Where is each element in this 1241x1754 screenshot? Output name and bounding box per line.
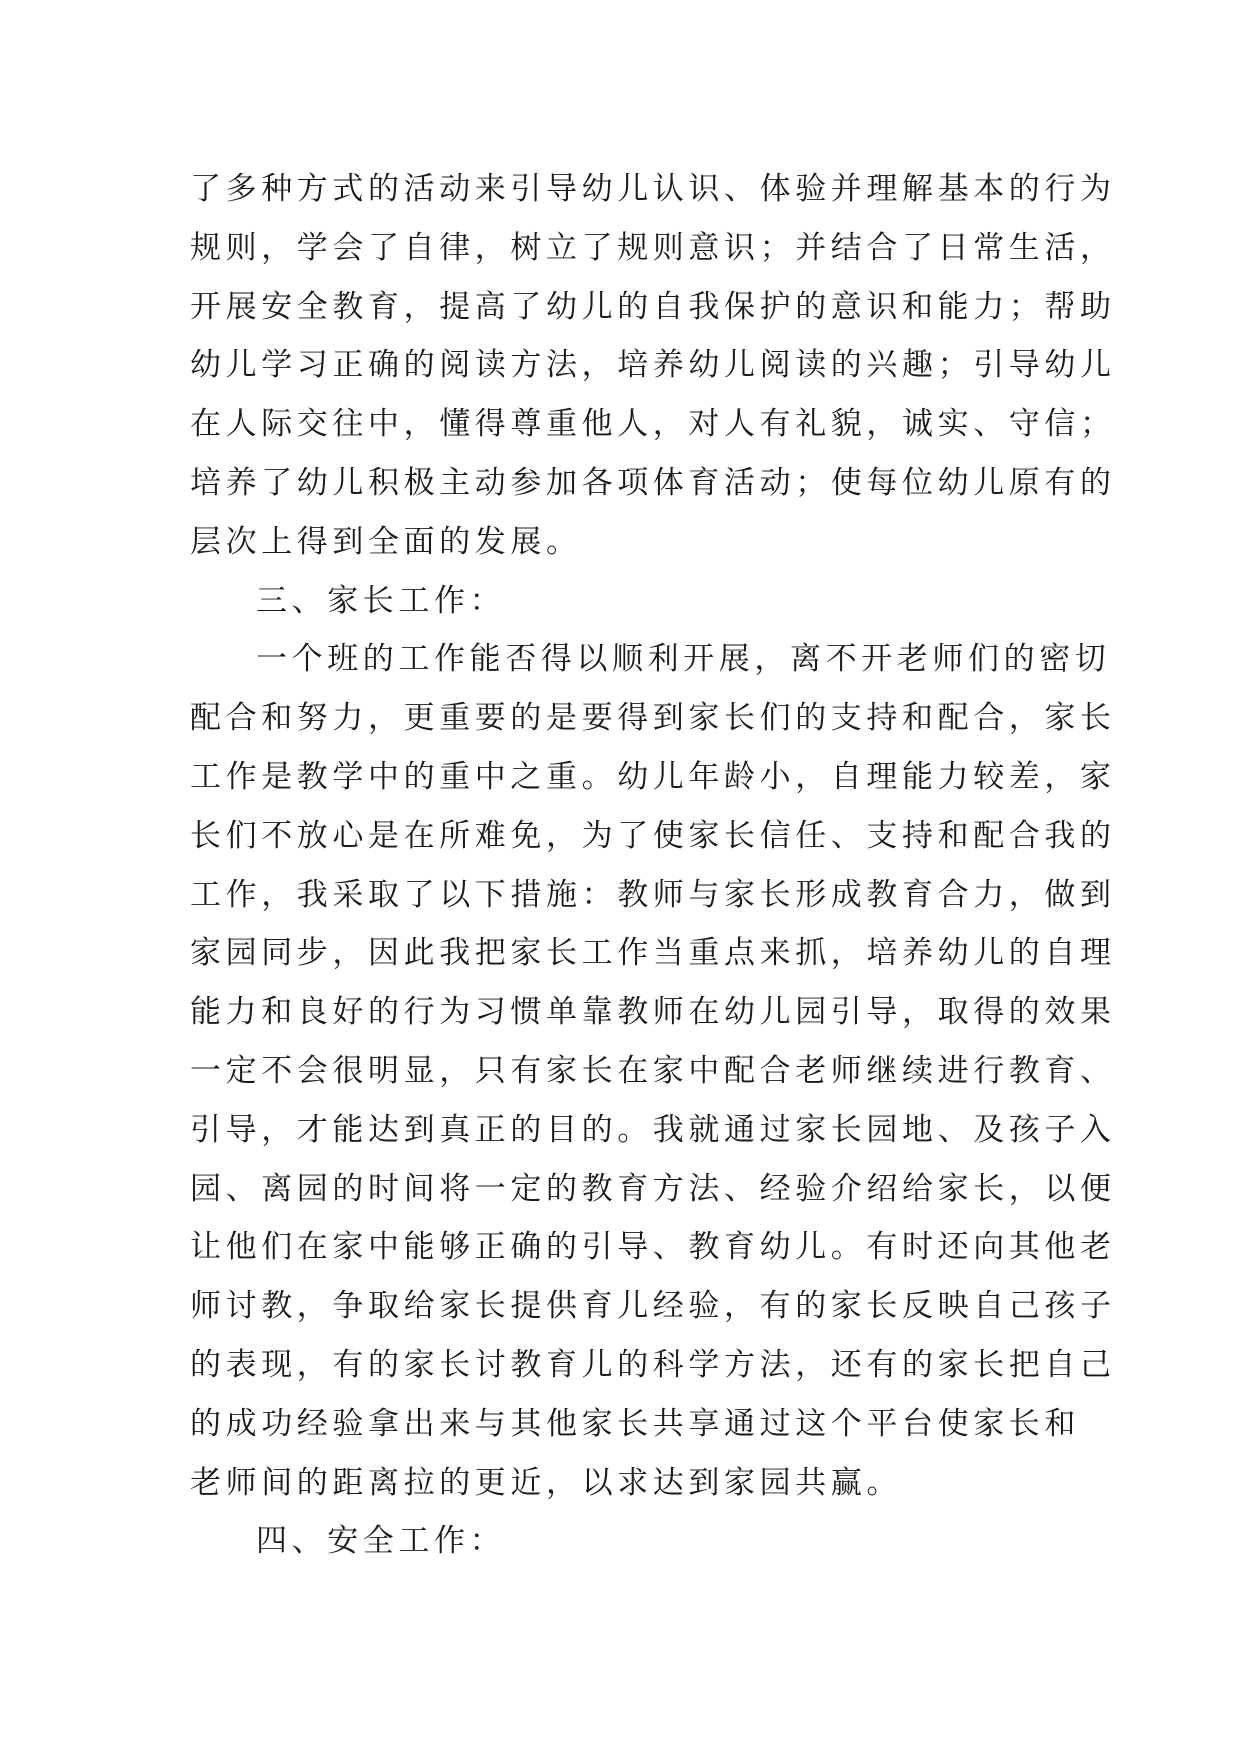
text-line: 培养了幼儿积极主动参加各项体育活动；使每位幼儿原有的 bbox=[190, 464, 1116, 501]
text-line: 老师间的距离拉的更近，以求达到家园共赢。 bbox=[190, 1464, 902, 1501]
text-line: 幼儿学习正确的阅读方法，培养幼儿阅读的兴趣；引导幼儿 bbox=[190, 347, 1116, 384]
text-line: 开展安全教育，提高了幼儿的自我保护的意识和能力；帮助 bbox=[190, 288, 1116, 325]
text-line: 长们不放心是在所难免，为了使家长信任、支持和配合我的 bbox=[190, 817, 1116, 854]
text-line: 工作是教学中的重中之重。幼儿年龄小，自理能力较差，家 bbox=[190, 758, 1116, 795]
text-line: 的表现，有的家长讨教育儿的科学方法，还有的家长把自己 bbox=[190, 1346, 1116, 1383]
paragraph-first-line: 一个班的工作能否得以顺利开展，离不开老师们的密切 bbox=[256, 641, 1111, 678]
text-line: 让他们在家中能够正确的引导、教育幼儿。有时还向其他老 bbox=[190, 1229, 1116, 1266]
text-line: 能力和良好的行为习惯单靠教师在幼儿园引导，取得的效果 bbox=[190, 994, 1116, 1031]
text-line: 了多种方式的活动来引导幼儿认识、体验并理解基本的行为 bbox=[190, 171, 1116, 207]
text-line: 层次上得到全面的发展。 bbox=[190, 523, 582, 560]
section-heading: 三、家长工作： bbox=[256, 582, 506, 619]
text-line: 配合和努力，更重要的是要得到家长们的支持和配合，家长 bbox=[190, 700, 1116, 737]
text-line: 工作，我采取了以下措施：教师与家长形成教育合力，做到 bbox=[190, 876, 1116, 913]
text-line: 在人际交往中，懂得尊重他人，对人有礼貌，诚实、守信； bbox=[190, 406, 1116, 443]
text-line: 园、离园的时间将一定的教育方法、经验介绍给家长，以便 bbox=[190, 1170, 1116, 1207]
text-line: 引导，才能达到真正的目的。我就通过家长园地、及孩子入 bbox=[190, 1111, 1116, 1148]
text-line: 规则，学会了自律，树立了规则意识；并结合了日常生活， bbox=[190, 229, 1116, 266]
text-line: 一定不会很明显，只有家长在家中配合老师继续进行教育、 bbox=[190, 1052, 1116, 1089]
text-line: 师讨教，争取给家长提供育儿经验，有的家长反映自己孩子 bbox=[190, 1288, 1116, 1325]
text-line: 家园同步，因此我把家长工作当重点来抓，培养幼儿的自理 bbox=[190, 935, 1116, 972]
text-line: 的成功经验拿出来与其他家长共享通过这个平台使家长和 bbox=[190, 1405, 1080, 1442]
section-heading: 四、安全工作： bbox=[256, 1523, 506, 1560]
document-body bbox=[190, 160, 1116, 1571]
